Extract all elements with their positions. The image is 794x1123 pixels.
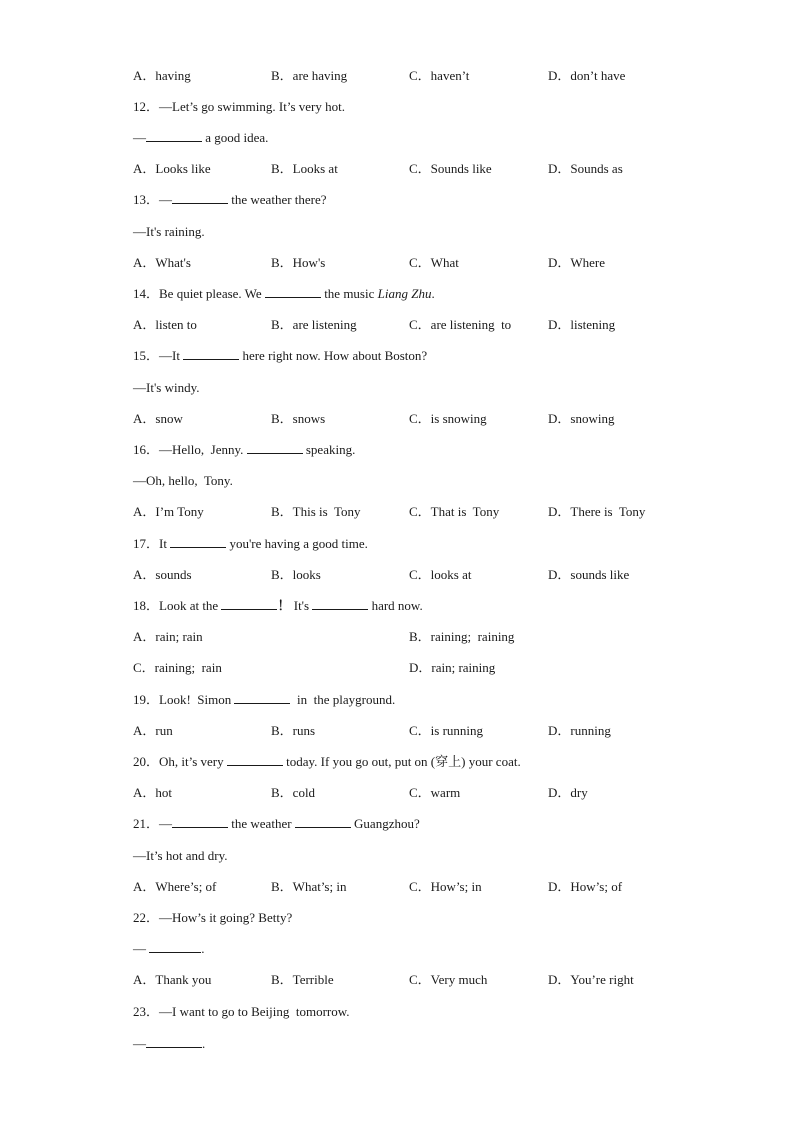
q20-options [133,785,733,801]
q15-stem-suffix: here right now. How about Boston? [239,348,428,363]
q17-option-d[interactable]: D．sounds like [548,567,630,582]
q20-option-d[interactable]: D．dry [548,785,588,800]
q17-stem-prefix: 17．It [133,536,171,551]
q12-stem: 12．—Let’s go swimming. It’s very hot. [133,99,345,114]
q20-option-c[interactable]: C．warm [409,785,461,800]
q11-option-c[interactable]: C．haven’t [409,68,470,83]
q21-stem-suffix: Guangzhou? [350,816,420,831]
q14-stem-end: . [431,286,435,301]
q22-reply-suffix: . [201,941,205,956]
q19-option-c[interactable]: C．is running [409,723,484,738]
q11-option-a[interactable]: A．having [133,68,191,83]
q12-options [133,161,733,177]
q21-option-d[interactable]: D．How’s; of [548,879,623,894]
q14-option-d[interactable]: D．listening [548,317,616,332]
q16-option-c[interactable]: C．That is Tony [409,504,500,519]
q22-stem: 22．—How’s it going? Betty? [133,910,293,925]
q17-option-c[interactable]: C．looks at [409,567,472,582]
q22-reply-prefix: — [133,941,150,956]
answer-blank [172,192,228,204]
q13-option-d[interactable]: D．Where [548,255,606,270]
q18-exclamation: ！ [277,599,291,614]
q11-options [133,68,733,84]
q13-option-c[interactable]: C．What [409,255,459,270]
q20-option-a[interactable]: A．hot [133,785,173,800]
q22-option-a[interactable]: A．Thank you [133,972,212,987]
answer-blank [183,348,239,360]
q22-option-d[interactable]: D．You’re right [548,972,634,987]
answer-blank [221,598,277,610]
q16-option-a[interactable]: A．I’m Tony [133,504,204,519]
q22-option-c[interactable]: C．Very much [409,972,488,987]
q12-option-b[interactable]: B．Looks at [271,161,338,176]
q23-reply-prefix: — [133,1036,146,1051]
q13-option-a[interactable]: A．What's [133,255,191,270]
q17-option-a[interactable]: A．sounds [133,567,192,582]
answer-blank [146,1036,202,1048]
q15-option-d[interactable]: D．snowing [548,411,615,426]
q15-stem [133,348,427,364]
answer-blank [170,536,226,548]
q23-stem: 23．—I want to go to Beijing tomorrow. [133,1004,350,1019]
q12-reply-prefix: — [133,130,146,145]
q17-stem-suffix: you're having a good time. [226,536,368,551]
q23-reply-suffix: . [202,1036,206,1051]
q21-options [133,879,733,895]
q19-option-a[interactable]: A．run [133,723,173,738]
answer-blank [312,598,368,610]
q21-stem-prefix: 21．— [133,816,173,831]
q14-stem-middle: the music [320,286,378,301]
q15-option-a[interactable]: A．snow [133,411,183,426]
q15-stem-prefix: 15．—It [133,348,184,363]
q14-option-c[interactable]: C．are listening to [409,317,512,332]
q18-options-row2 [133,660,733,676]
q12-option-d[interactable]: D．Sounds as [548,161,623,176]
q14-stem [133,286,435,302]
q12-reply-suffix: a good idea. [202,130,269,145]
q21-option-b[interactable]: B．What’s; in [271,879,347,894]
q19-option-d[interactable]: D．running [548,723,611,738]
q16-option-d[interactable]: D．There is Tony [548,504,646,519]
q18-stem [133,598,423,614]
q18-options-row1 [133,629,733,645]
q21-option-c[interactable]: C．How’s; in [409,879,482,894]
answer-blank [172,816,228,828]
q14-option-b[interactable]: B．are listening [271,317,357,332]
q12-option-c[interactable]: C．Sounds like [409,161,492,176]
q14-options [133,317,733,333]
q16-stem-prefix: 16．—Hello, Jenny. [133,442,247,457]
q18-stem-prefix: 18．Look at the [133,598,222,613]
q17-stem [133,536,368,552]
q15-reply: —It's windy. [133,380,200,395]
q18-option-c[interactable]: C．raining; rain [133,660,222,675]
q19-option-b[interactable]: B．runs [271,723,316,738]
q16-reply: —Oh, hello, Tony. [133,473,233,488]
q17-option-b[interactable]: B．looks [271,567,321,582]
q16-stem [133,442,355,458]
answer-blank [149,941,201,953]
q13-stem-prefix: 13．— [133,192,173,207]
q11-option-b[interactable]: B．are having [271,68,348,83]
q13-stem-suffix: the weather there? [228,192,327,207]
q14-song-title: Liang Zhu [377,286,432,301]
q21-option-a[interactable]: A．Where’s; of [133,879,217,894]
q15-option-c[interactable]: C．is snowing [409,411,487,426]
answer-blank [146,130,202,142]
q20-stem-suffix: today. If you go out, put on (穿上) your coat. [282,754,521,769]
q18-option-a[interactable]: A．rain; rain [133,629,203,644]
q17-options [133,567,733,583]
q18-option-b[interactable]: B．raining; raining [409,629,515,644]
q13-reply: —It's raining. [133,224,205,239]
q21-reply: —It’s hot and dry. [133,848,228,863]
q22-reply [133,941,205,957]
q18-option-d[interactable]: D．rain; raining [409,660,496,675]
q19-stem-suffix: in the playground. [290,692,396,707]
q12-option-a[interactable]: A．Looks like [133,161,211,176]
q13-options [133,255,733,271]
q21-stem [133,816,420,832]
q18-stem-middle: It's [290,598,313,613]
q18-stem-suffix: hard now. [368,598,423,613]
q22-option-b[interactable]: B．Terrible [271,972,334,987]
q11-option-d[interactable]: D．don’t have [548,68,626,83]
q16-stem-suffix: speaking. [302,442,356,457]
q19-stem [133,692,395,708]
q19-stem-prefix: 19．Look! Simon [133,692,235,707]
q12-reply [133,130,268,146]
q15-option-b[interactable]: B．snows [271,411,326,426]
q13-stem [133,192,327,208]
answer-blank [227,754,283,766]
q16-option-b[interactable]: B．This is Tony [271,504,361,519]
q20-stem-prefix: 20．Oh, it’s very [133,754,227,769]
q23-reply [133,1036,205,1052]
q19-options [133,723,733,739]
answer-blank [247,442,303,454]
answer-blank [295,816,351,828]
answer-blank [234,692,290,704]
answer-blank [265,286,321,298]
q20-stem [133,754,521,770]
q14-stem-prefix: 14．Be quiet please. We [133,286,265,301]
q15-options [133,411,733,427]
q21-stem-middle: the weather [228,816,295,831]
q16-options [133,504,733,520]
q13-option-b[interactable]: B．How's [271,255,326,270]
q14-option-a[interactable]: A．listen to [133,317,197,332]
q20-option-b[interactable]: B．cold [271,785,316,800]
q22-options [133,972,733,988]
